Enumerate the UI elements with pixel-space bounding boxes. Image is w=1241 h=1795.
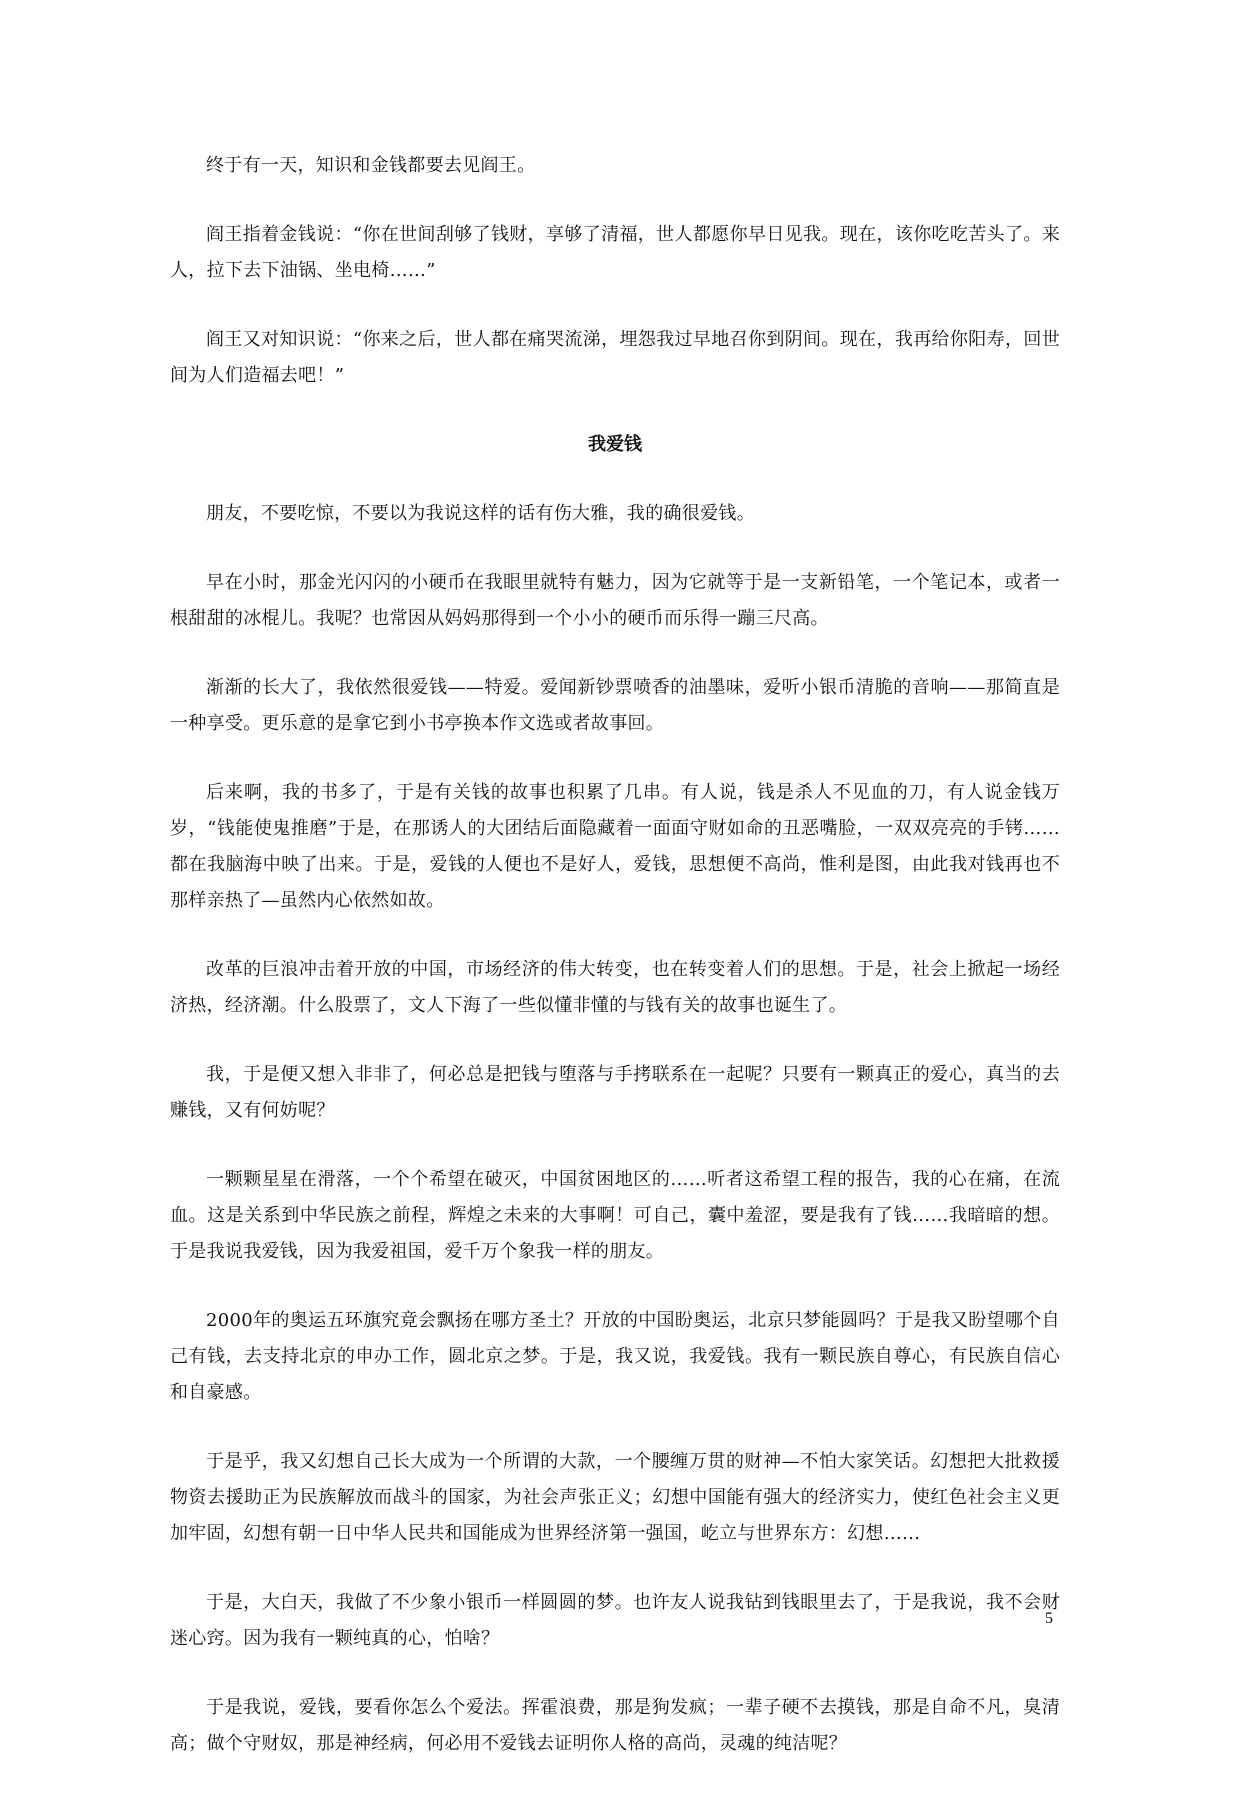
page-number: 5 <box>1045 1610 1053 1627</box>
paragraph: 于是乎，我又幻想自己长大成为一个所谓的大款，一个腰缠万贯的财神—不怕大家笑话。幻想把大批救援物资去援助正为民族解放而战斗的国家，为社会声张正义；幻想中国能有强大的经济实力，使红色社会主义更加牢固，幻想有朝一日中华人民共和国能成为世界经济第一强国，屹立与世界东方：幻想…… <box>170 1451 1060 1544</box>
paragraph: 渐渐的长大了，我依然很爱钱——特爱。爱闻新钞票喷香的油墨味，爱听小银币清脆的音响——那简直是一种享受。更乐意的是拿它到小书亭换本作文选或者故事回。 <box>170 677 1060 734</box>
paragraph: 朋友，不要吃惊，不要以为我说这样的话有伤大雅，我的确很爱钱。 <box>206 503 755 524</box>
paragraph: 早在小时，那金光闪闪的小硬币在我眼里就特有魅力，因为它就等于是一支新铅笔，一个笔记本，或者一根甜甜的冰棍儿。我呢？也常因从妈妈那得到一个小小的硬币而乐得一蹦三尺高。 <box>170 572 1060 629</box>
paragraph: 改革的巨浪冲击着开放的中国，市场经济的伟大转变，也在转变着人们的思想。于是，社会上掀起一场经济热，经济潮。什么股票了，文人下海了一些似懂非懂的与钱有关的故事也诞生了。 <box>170 959 1060 1016</box>
paragraph: 于是，大白天，我做了不少象小银币一样圆圆的梦。也许友人说我钻到钱眼里去了，于是我说，我不会财迷心窍。因为我有一颗纯真的心，怕啥？ <box>170 1592 1060 1649</box>
paragraph: 阎王又对知识说：“你来之后，世人都在痛哭流涕，埋怨我过早地召你到阴间。现在，我再给你阳寿，回世间为人们造福去吧！” <box>170 329 1060 386</box>
paragraph: 一颗颗星星在滑落，一个个希望在破灭，中国贫困地区的……听者这希望工程的报告，我的心在痛，在流血。这是关系到中华民族之前程，辉煌之未来的大事啊！可自己，囊中羞涩，要是我有了钱……我暗暗的想。于是我说我爱钱，因为我爱祖国，爱千万个象我一样的朋友。 <box>170 1169 1060 1262</box>
paragraph: 我，于是便又想入非非了，何必总是把钱与堕落与手拷联系在一起呢？只要有一颗真正的爱心，真当的去赚钱，又有何妨呢？ <box>170 1064 1060 1121</box>
paragraph: 2000年的奥运五环旗究竟会飘扬在哪方圣土？开放的中国盼奥运，北京只梦能圆吗？于是我又盼望哪个自己有钱，去支持北京的申办工作，圆北京之梦。于是，我又说，我爱钱。我有一颗民族自尊心，有民族自信心和自豪感。 <box>170 1310 1060 1403</box>
section-title: 我爱钱 <box>588 434 642 455</box>
document-body <box>170 148 1060 1795</box>
paragraph: 阎王指着金钱说：“你在世间刮够了钱财，享够了清福，世人都愿你早日见我。现在，该你吃吃苦头了。来人，拉下去下油锅、坐电椅……” <box>170 224 1060 281</box>
paragraph: 后来啊，我的书多了，于是有关钱的故事也积累了几串。有人说，钱是杀人不见血的刀，有人说金钱万岁，“钱能使鬼推磨”于是，在那诱人的大团结后面隐藏着一面面守财如命的丑恶嘴脸，一双双亮亮的手铐……都在我脑海中映了出来。于是，爱钱的人便也不是好人，爱钱，思想便不高尚，惟利是图，由此我对钱再也不那样亲热了—虽然内心依然如故。 <box>170 782 1060 911</box>
paragraph: 终于有一天，知识和金钱都要去见阎王。 <box>206 155 536 176</box>
paragraph: 于是我说，爱钱，要看你怎么个爱法。挥霍浪费，那是狗发疯；一辈子硬不去摸钱，那是自命不凡，臭清高；做个守财奴，那是神经病，何必用不爱钱去证明你人格的高尚，灵魂的纯洁呢？ <box>170 1697 1060 1754</box>
